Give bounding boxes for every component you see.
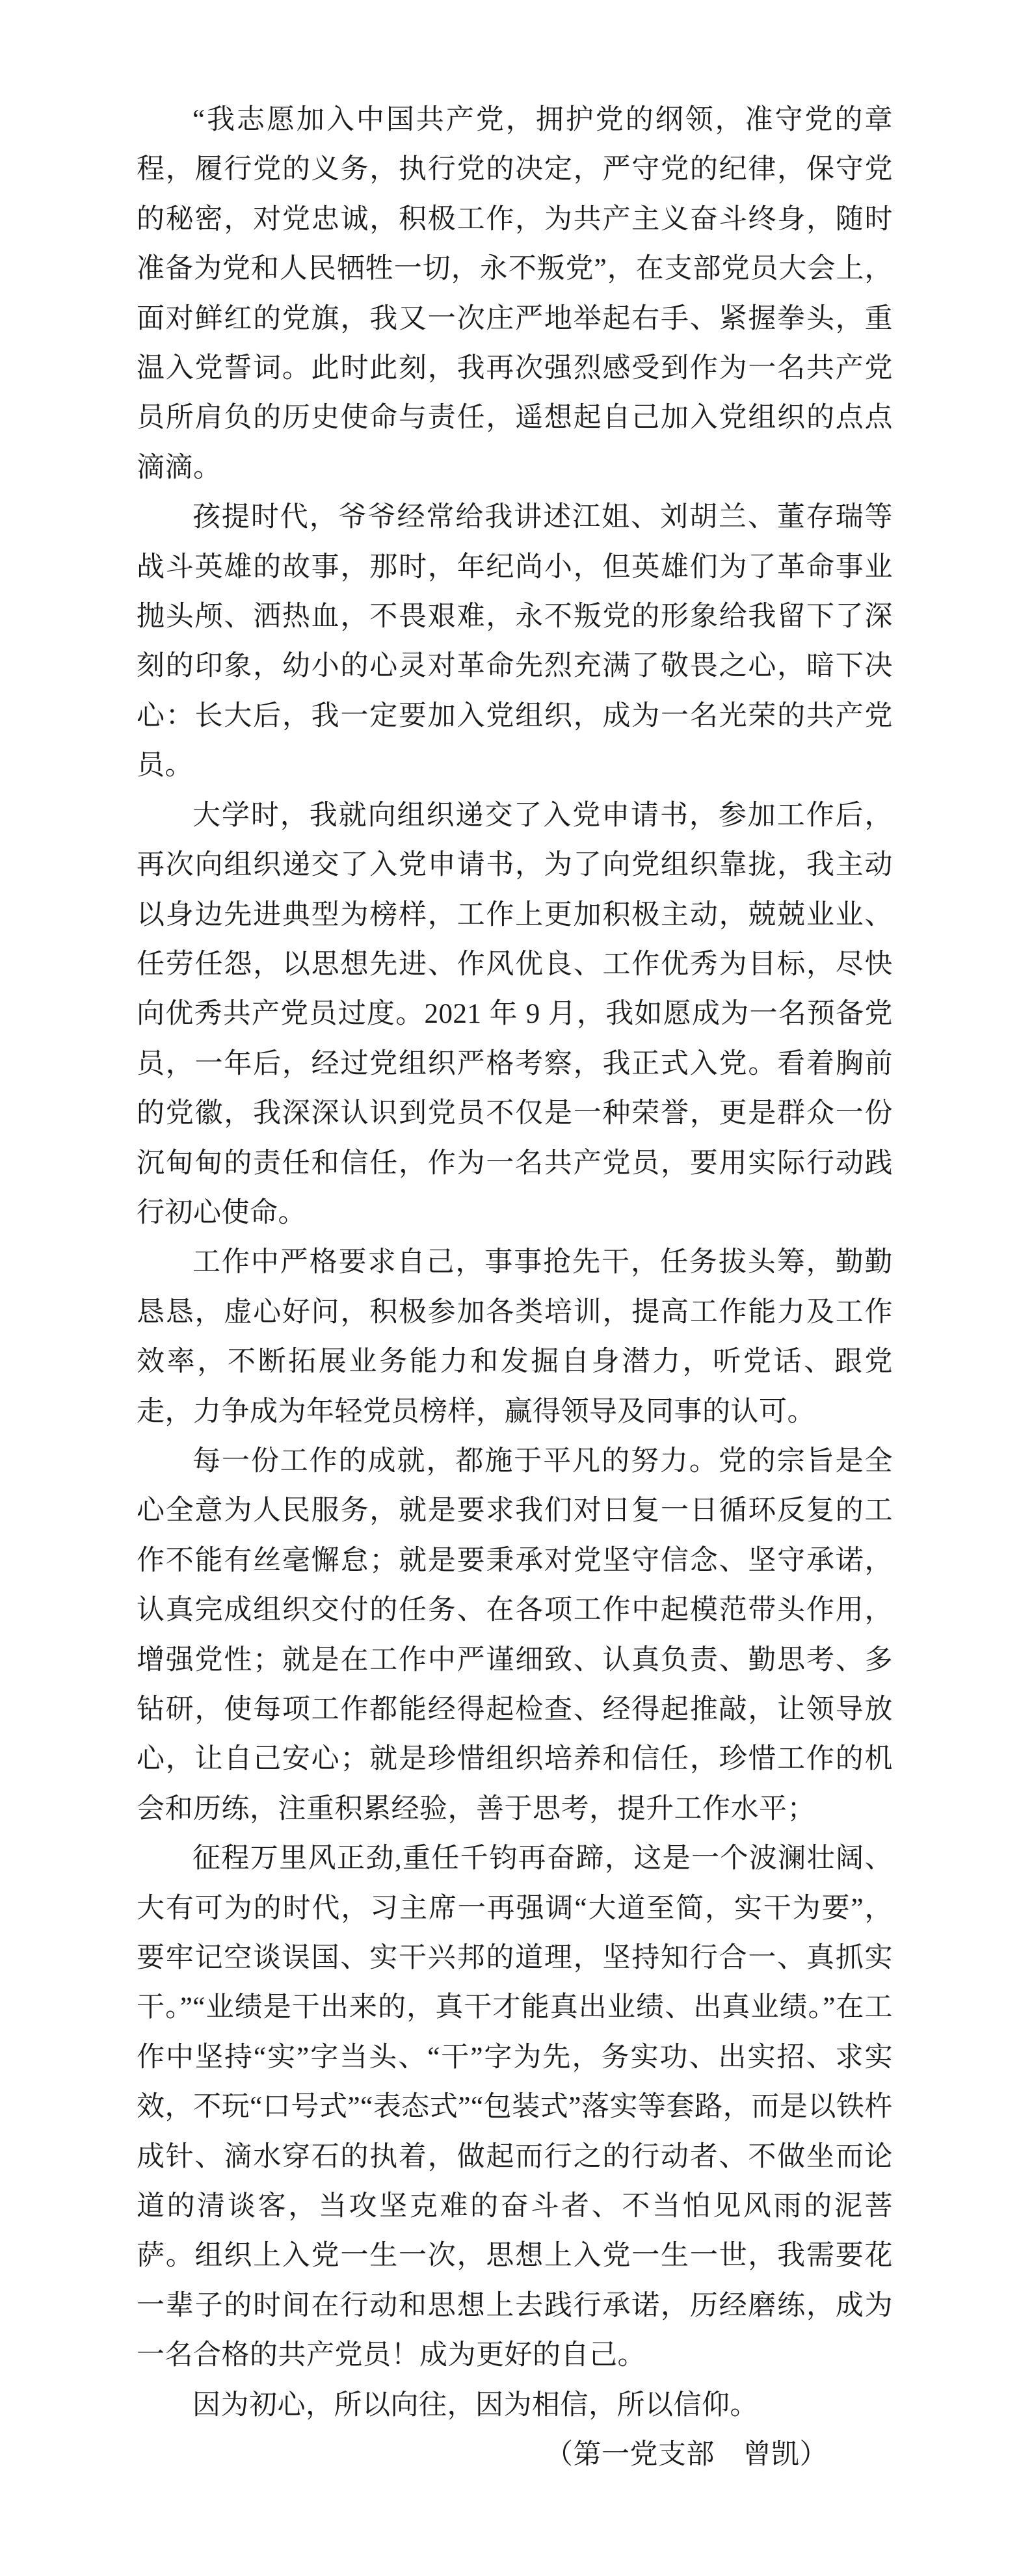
paragraph-application: 大学时，我就向组织递交了入党申请书，参加工作后，再次向组织递交了入党申请书，为了向党组织靠拢，我主动以身边先进典型为榜样，工作上更加积极主动，兢兢业业、任劳任怨，以思想先进、作风优良、工作优秀为目标，尽快向优秀共产党员过度。2021 年 9 月，我如愿成为一名预备党员，一年后，经过党组织严格考察，我正式入党。看着胸前的党徽，我深深认识到党员不仅是一种荣誉，更是群众一份沉甸甸的责任和信任，作为一名共产党员，要用实际行动践行初心使命。 <box>137 800 893 1228</box>
paragraph-party-purpose: 每一份工作的成就，都施于平凡的努力。党的宗旨是全心全意为人民服务，就是要求我们对日复一日循环反复的工作不能有丝毫懈怠；就是要秉承对党坚守信念、坚守承诺，认真完成组织交付的任务、在各项工作中起模范带头作用，增强党性；就是在工作中严谨细致、认真负责、勤思考、多钻研，使每项工作都能经得起检查、经得起推敲，让领导放心，让自己安心；就是珍惜组织培养和信任，珍惜工作的机会和历练，注重积累经验，善于思考，提升工作水平； <box>137 1445 893 1824</box>
document-body <box>137 96 893 2480</box>
paragraph-closing: 因为初心，所以向往，因为相信，所以信仰。 <box>192 2389 758 2421</box>
signature: （第一党支部 曾凯） <box>545 2439 828 2471</box>
paragraph-work-attitude: 工作中严格要求自己，事事抢先干，任务拔头筹，勤勤恳恳，虚心好问，积极参加各类培训，提高工作能力及工作效率，不断拓展业务能力和发掘自身潜力，听党话、跟党走，力争成为年轻党员榜样，赢得领导及同事的认可。 <box>137 1247 893 1427</box>
paragraph-new-era: 征程万里风正劲,重任千钧再奋蹄，这是一个波澜壮阔、大有可为的时代，习主席一再强调“大道至简，实干为要”，要牢记空谈误国、实干兴邦的道理，坚持知行合一、真抓实干。”“业绩是干出来的，真干才能真出业绩、出真业绩。”在工作中坚持“实”字当头、“干”字为先，务实功、出实招、求实效，不玩“口号式”“表态式”“包装式”落实等套路，而是以铁杵成针、滴水穿石的执着，做起而行之的行动者、不做坐而论道的清谈客，当攻坚克难的奋斗者、不当怕见风雨的泥菩萨。组织上入党一生一次，思想上入党一生一世，我需要花一辈子的时间在行动和思想上去践行承诺，历经磨练，成为一名合格的共产党员！成为更好的自己。 <box>137 1843 893 2371</box>
paragraph-childhood: 孩提时代，爷爷经常给我讲述江姐、刘胡兰、董存瑞等战斗英雄的故事，那时，年纪尚小，但英雄们为了革命事业抛头颅、洒热血，不畏艰难，永不叛党的形象给我留下了深刻的印象，幼小的心灵对革命先烈充满了敬畏之心，暗下决心：长大后，我一定要加入党组织，成为一名光荣的共产党员。 <box>137 502 893 782</box>
paragraph-oath: “我志愿加入中国共产党，拥护党的纲领，准守党的章程，履行党的义务，执行党的决定，严守党的纪律，保守党的秘密，对党忠诚，积极工作，为共产主义奋斗终身，随时准备为党和人民牺牲一切，永不叛党”，在支部党员大会上，面对鲜红的党旗，我又一次庄严地举起右手、紧握拳头，重温入党誓词。此时此刻，我再次强烈感受到作为一名共产党员所肩负的历史使命与责任，遥想起自己加入党组织的点点滴滴。 <box>137 105 893 483</box>
